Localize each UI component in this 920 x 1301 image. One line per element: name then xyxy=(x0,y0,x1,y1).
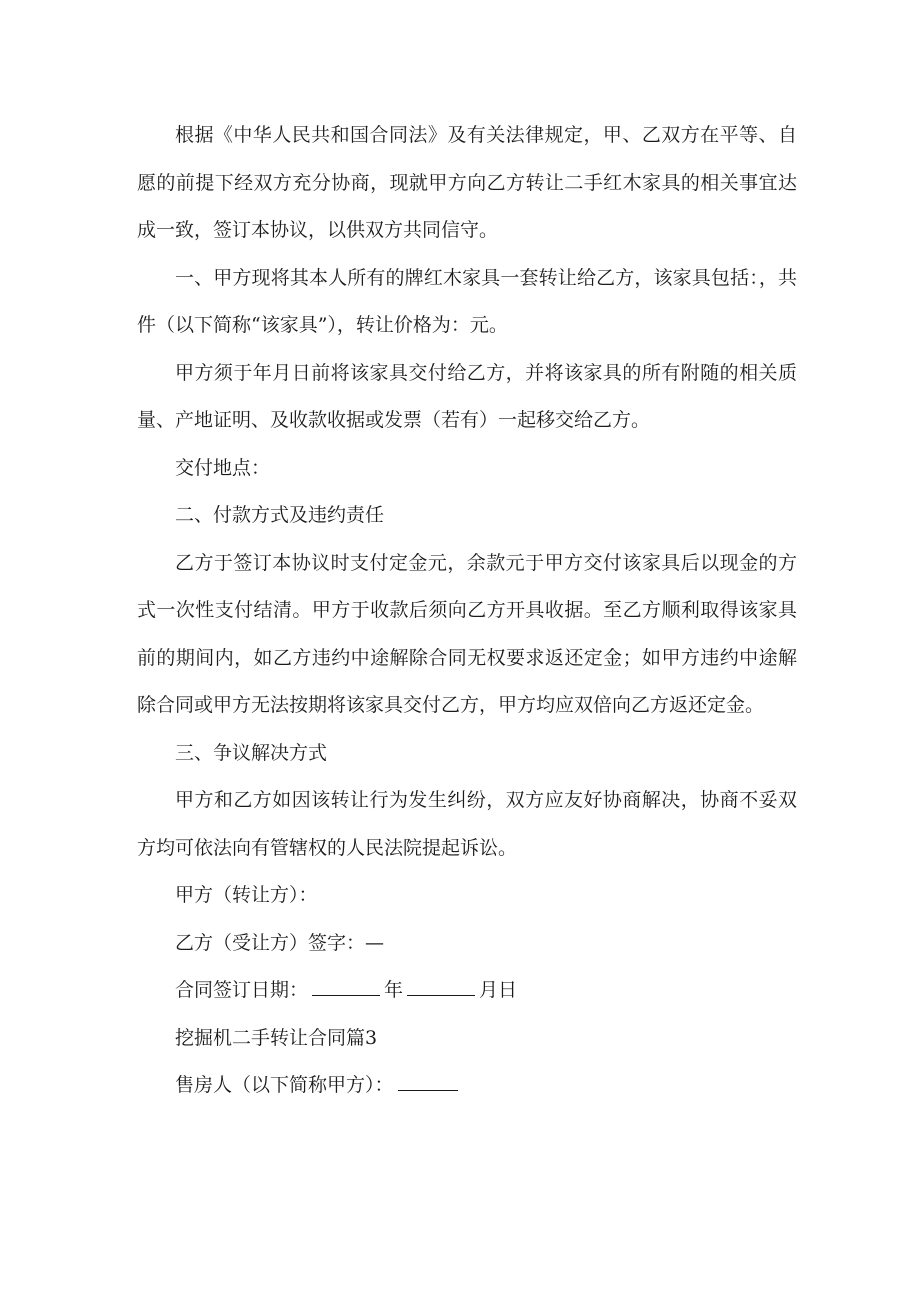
year-label: 年 xyxy=(384,979,404,1001)
paragraph-intro: 根据《中华人民共和国合同法》及有关法律规定，甲、乙双方在平等、自愿的前提下经双方充分协商，现就甲方向乙方转让二手红木家具的相关事宜达成一致，签订本协议，以供双方共同信守。 xyxy=(137,124,797,241)
seller-label: 售房人（以下简称甲方）： xyxy=(175,1074,394,1096)
contract-body xyxy=(137,112,797,1110)
section-title: 挖掘机二手转让合同篇3 xyxy=(175,1026,378,1049)
paragraph-dispute: 甲方和乙方如因该转让行为发生纠纷，双方应友好协商解决，协商不妥双方均可依法向有管辖权的人民法院提起诉讼。 xyxy=(137,789,797,859)
seller-blank xyxy=(398,1069,458,1091)
signing-date-line xyxy=(137,967,797,1015)
signing-date-label: 合同签订日期： xyxy=(175,979,309,1001)
paragraph-delivery: 甲方须于年月日前将该家具交付给乙方，并将该家具的所有附随的相关质量、产地证明、及收款收据或发票（若有）一起移交给乙方。 xyxy=(137,361,797,431)
party-b-line: 乙方（受让方）签字：— xyxy=(175,931,385,954)
month-day-label: 月日 xyxy=(479,979,518,1001)
paragraph-delivery-location: 交付地点： xyxy=(175,456,271,479)
heading-payment: 二、付款方式及违约责任 xyxy=(175,504,385,526)
month-blank xyxy=(407,974,475,996)
heading-dispute: 三、争议解决方式 xyxy=(175,741,328,764)
paragraph-payment: 乙方于签订本协议时支付定金元，余款元于甲方交付该家具后以现金的方式一次性支付结清。甲方于收款后须向乙方开具收据。至乙方顺利取得该家具前的期间内，如乙方违约中途解除合同无权要求返还定金；如甲方违约中途解除合同或甲方无法按期将该家具交付乙方，甲方均应双倍向乙方返还定金。 xyxy=(137,551,797,716)
party-a-line: 甲方（转让方）： xyxy=(175,884,318,906)
year-blank xyxy=(312,974,380,996)
paragraph-clause-1: 一、甲方现将其本人所有的牌红木家具一套转让给乙方，该家具包括：，共件（以下简称“该家具”），转让价格为：元。 xyxy=(137,266,797,336)
seller-line xyxy=(137,1062,797,1110)
